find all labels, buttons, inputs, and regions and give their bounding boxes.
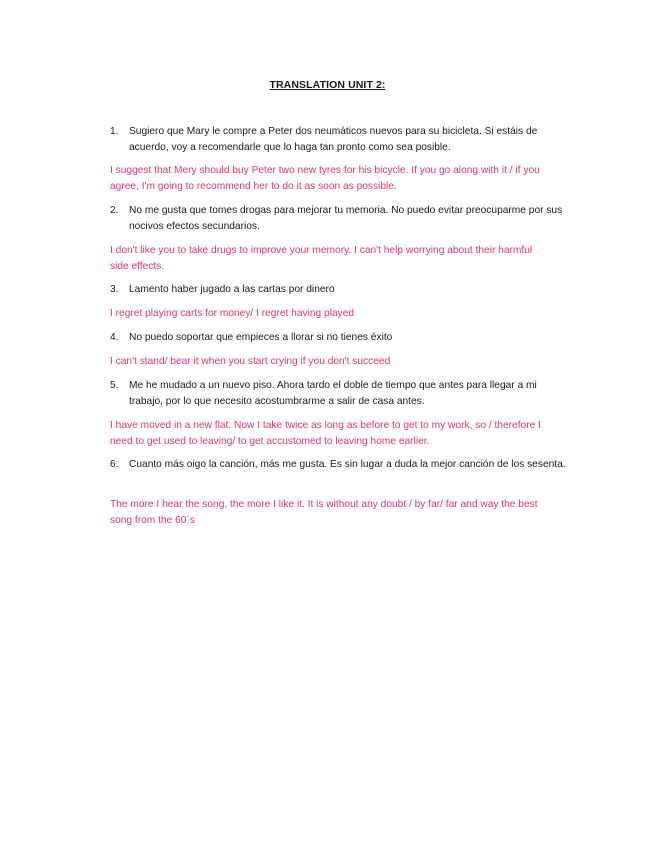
answer-5: I have moved in a new flat. Now I take twice as long as before to get to my work, so / therefore I need to get used to leaving/ to get accustomed to leaving home earlier.	[110, 420, 541, 447]
answer-6: The more I hear the song, the more I like it. It is without any doubt / by far/ far and way the best song from the 60´s	[110, 499, 538, 526]
answer-2: I don't like you to take drugs to improve your memory. I can't help worrying about their harmful side effects.	[110, 245, 533, 272]
question-text-spanish: Cuanto más oigo la canción, más me gusta. Es sin lugar a duda la mejor canción de los sesenta.	[129, 459, 566, 470]
question-4	[110, 330, 569, 346]
question-number: 4.	[110, 332, 119, 343]
answer-4: I can't stand/ bear it when you start crying if you don't succeed	[110, 356, 391, 367]
document-title: TRANSLATION UNIT 2:	[269, 79, 386, 91]
question-number: 6.	[110, 459, 119, 470]
question-text-spanish: Sugiero que Mary le compre a Peter dos neumáticos nuevos para su bicicleta. Si estáis de acuerdo, voy a recomendarle que lo haga tan pronto como sea posible.	[129, 126, 538, 153]
question-number: 1.	[110, 126, 119, 137]
question-text-spanish: No puedo soportar que empieces a llorar si no tienes éxito	[129, 332, 393, 343]
question-2	[110, 203, 569, 235]
answer-1: I suggest that Mery should buy Peter two new tyres for his bicycle. If you go along with it / if you agree, I'm going to recommend her to do it as soon as possible.	[110, 165, 540, 192]
question-1	[110, 124, 569, 156]
question-text-spanish: No me gusta que tomes drogas para mejorar tu memoria. No puedo evitar preocuparme por sus nocivos efectos secundarios.	[129, 205, 563, 232]
question-3	[110, 282, 569, 298]
question-text-spanish: Lamento haber jugado a las cartas por dinero	[129, 284, 335, 295]
question-text-spanish: Me he mudado a un nuevo piso. Ahora tardo el doble de tiempo que antes para llegar a mi trabajo, por lo que necesito acostumbrarme a salir de casa antes.	[129, 380, 537, 407]
question-number: 5.	[110, 380, 119, 391]
question-number: 2.	[110, 205, 119, 216]
question-6	[110, 457, 569, 473]
answer-3: I regret playing carts for money/ I regret having played	[110, 308, 355, 319]
question-5	[110, 378, 569, 410]
question-number: 3.	[110, 284, 119, 295]
